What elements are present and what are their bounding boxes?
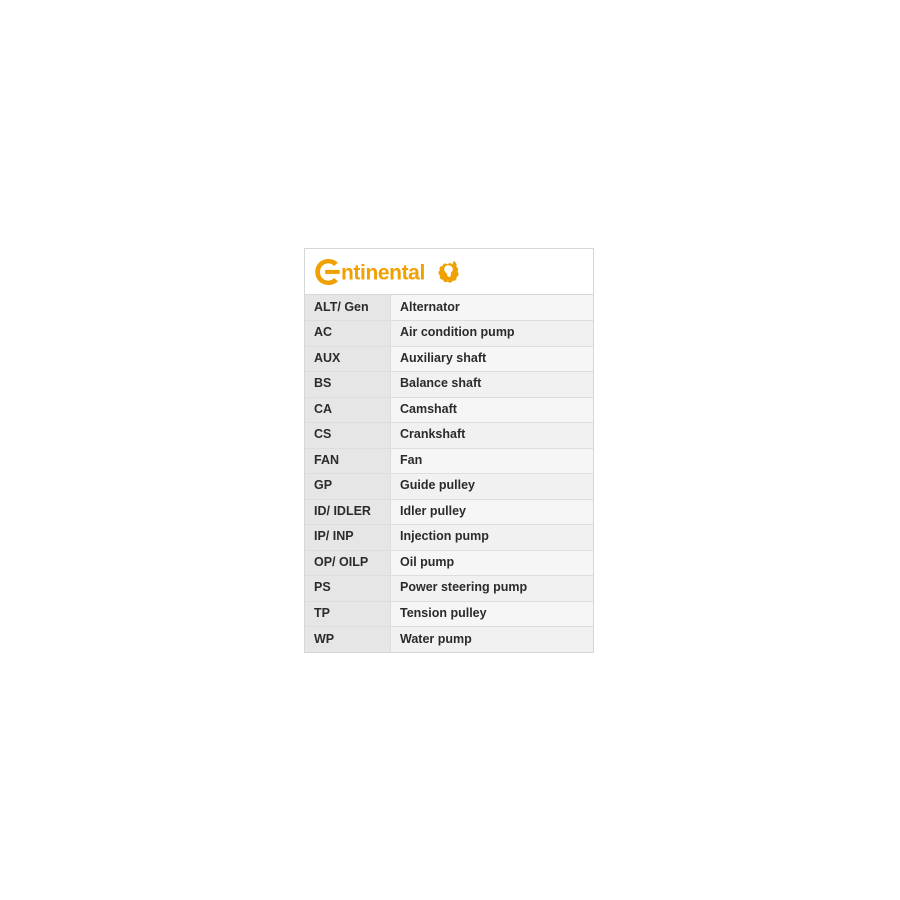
abbr-cell: BS	[305, 372, 391, 398]
desc-cell: Idler pulley	[391, 499, 594, 525]
abbr-cell: OP/ OILP	[305, 550, 391, 576]
table-row	[305, 295, 593, 321]
abbr-cell: CS	[305, 423, 391, 449]
table-row	[305, 525, 593, 551]
table-row	[305, 372, 593, 398]
desc-cell: Power steering pump	[391, 576, 594, 602]
table-row	[305, 423, 593, 449]
continental-logo	[313, 257, 473, 287]
desc-cell: Air condition pump	[391, 321, 594, 347]
abbr-cell: ALT/ Gen	[305, 295, 391, 321]
abbr-cell: GP	[305, 474, 391, 500]
desc-cell: Injection pump	[391, 525, 594, 551]
abbr-cell: AC	[305, 321, 391, 347]
desc-cell: Alternator	[391, 295, 594, 321]
abbr-cell: WP	[305, 627, 391, 653]
table-row	[305, 397, 593, 423]
desc-cell: Crankshaft	[391, 423, 594, 449]
brand-header	[305, 249, 593, 295]
table-body	[305, 295, 593, 652]
table-row	[305, 576, 593, 602]
abbr-cell: FAN	[305, 448, 391, 474]
table-row	[305, 474, 593, 500]
table-row	[305, 550, 593, 576]
desc-cell: Oil pump	[391, 550, 594, 576]
abbr-cell: AUX	[305, 346, 391, 372]
desc-cell: Tension pulley	[391, 601, 594, 627]
desc-cell: Fan	[391, 448, 594, 474]
desc-cell: Guide pulley	[391, 474, 594, 500]
abbreviation-table	[305, 295, 593, 652]
table-row	[305, 346, 593, 372]
table-row	[305, 321, 593, 347]
table-row	[305, 627, 593, 653]
abbr-cell: ID/ IDLER	[305, 499, 391, 525]
svg-text:ntinental: ntinental	[341, 261, 425, 284]
desc-cell: Auxiliary shaft	[391, 346, 594, 372]
table-row	[305, 601, 593, 627]
abbreviation-legend-card	[304, 248, 594, 653]
desc-cell: Water pump	[391, 627, 594, 653]
abbr-cell: TP	[305, 601, 391, 627]
desc-cell: Camshaft	[391, 397, 594, 423]
abbr-cell: PS	[305, 576, 391, 602]
abbr-cell: CA	[305, 397, 391, 423]
abbr-cell: IP/ INP	[305, 525, 391, 551]
desc-cell: Balance shaft	[391, 372, 594, 398]
table-row	[305, 499, 593, 525]
table-row	[305, 448, 593, 474]
